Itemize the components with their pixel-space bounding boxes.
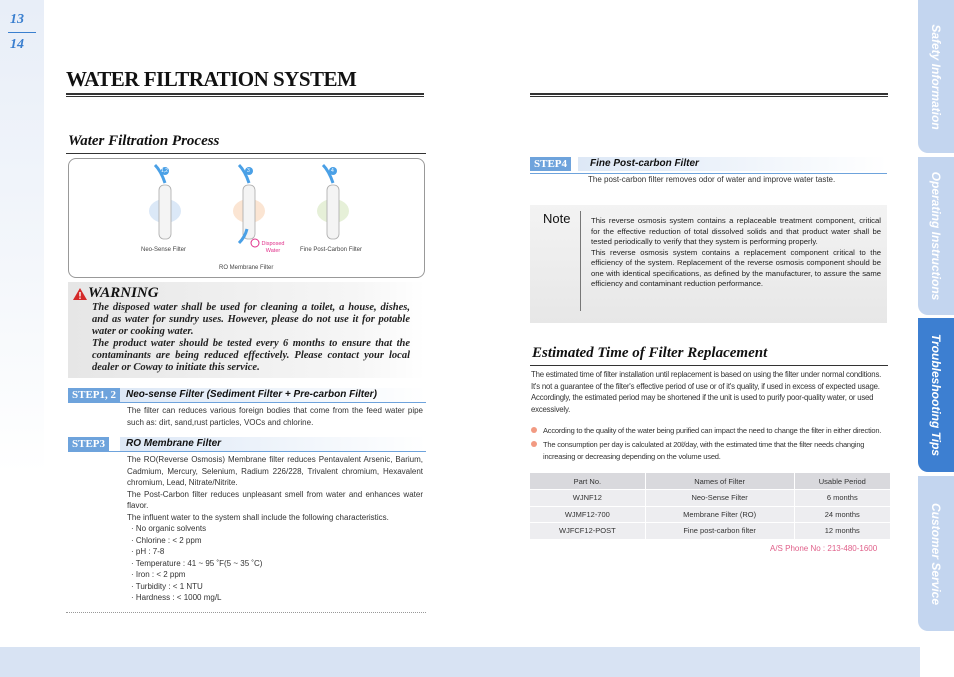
step3-title: RO Membrane Filter <box>120 437 426 451</box>
neo-sense-filter-graphic <box>149 165 181 239</box>
table-row <box>530 506 890 523</box>
filter-table <box>530 473 890 540</box>
bottom-dotted-rule <box>66 612 426 613</box>
step4-badge: STEP4 <box>530 157 571 171</box>
list-item: · No organic solvents <box>131 524 207 533</box>
table-cell: 24 months <box>794 506 890 523</box>
table-header: Part No. <box>530 473 645 490</box>
tab-troubleshooting-tips[interactable]: Troubleshooting Tips <box>918 318 954 472</box>
table-cell: 12 months <box>794 523 890 540</box>
table-cell: Fine post-carbon filter <box>645 523 794 540</box>
table-cell: Membrane Filter (RO) <box>645 506 794 523</box>
warning-heading: WARNING <box>88 285 159 301</box>
bullet-dot-icon <box>531 441 537 447</box>
step3-rule <box>68 451 426 452</box>
title-rule-right <box>530 93 888 97</box>
step12-title: Neo-sense Filter (Sediment Filter + Pre-carbon Filter) <box>120 388 426 402</box>
note-text: This reverse osmosis system contains a replaceable treatment component, critical for the effective reduction of total dissolved solids and that product water shall be tested periodically to verify that they system is performing properly. This reverse osmosis system contains a replacement component critical to the efficiency of the system. Replacement of the reverse osmosis component should be one with identical specifications, as defined by the manufacturer, to assure the same efficiency and contaminant reduction performance. <box>591 216 881 288</box>
step12-text: The filter can reduces various foreign bodies that come from the feed water pipe such as: dirt, sand,rust particles, VOCs and chlorine. <box>127 406 423 427</box>
filtration-diagram <box>68 158 425 278</box>
section-rule <box>66 153 426 154</box>
bullet-item-1: According to the quality of the water being purified can impact the need to change the filter in either direction. <box>531 425 893 437</box>
list-item: · Iron : < 2 ppm <box>131 570 186 579</box>
note-divider <box>580 211 581 311</box>
step12-rule <box>68 402 426 403</box>
label-ro-membrane-filter: RO Membrane Filter <box>219 265 274 271</box>
step4-title: Fine Post-carbon Filter <box>578 157 887 171</box>
tab-customer-service[interactable]: Customer Service <box>918 476 954 631</box>
page-title: WATER FILTRATION SYSTEM <box>66 67 357 91</box>
page-number-left: 13 <box>10 12 24 27</box>
list-item: · Temperature : 41 ~ 95 ˚F(5 ~ 35 ˚C) <box>131 558 263 568</box>
warning-text: The disposed water shall be used for cleaning a toilet, a house, dishes, and as water for sundry uses. However, please do not use it for potable water or cooking water. The product water should be tested every 6 months to ensure that the contaminants are being reduced effectively. Please contact your local dealer or Coway to initiate this service. <box>92 302 410 373</box>
step12-badge: STEP1, 2 <box>68 388 120 402</box>
step4-header <box>530 157 887 171</box>
characteristics-list <box>127 523 423 604</box>
filters-illustration <box>69 159 426 279</box>
note-label: Note <box>543 211 571 226</box>
section-rule-right <box>530 365 888 366</box>
label-neo-sense-filter: Neo-Sense Filter <box>141 247 187 253</box>
title-rule-left <box>66 93 424 97</box>
table-row <box>530 490 890 507</box>
warning-icon <box>72 287 88 301</box>
label-disposed-water: Disposed Water <box>261 241 285 254</box>
section-title-replacement: Estimated Time of Filter Replacement <box>532 345 768 361</box>
step3-text: The RO(Reverse Osmosis) Membrane filter reduces Pentavalent Arsenic, Barium, Cadmium, Mercury, Selenium, Radium 226/228, Trivalent chromium, Hexavalent chromium, Lead, Nitrate/Nitrite. The Post-Carbon filter reduces unpleasant smell from water and enhances water flavor. The influent water to the system shall include the following characteristics. · No organic solvents · Chlorine : < 2 ppm · pH : 7-8 · Temperature : 41 ~ 95 ˚F(5 ~ 35 ˚C) · Iron : < 2 ppm · Turbidity : < 1 NTU · Hardness : < 1000 mg/L <box>127 455 423 602</box>
page-number-right: 14 <box>10 37 24 52</box>
table-cell: WJFCF12-POST <box>530 523 645 540</box>
tab-safety-information[interactable]: Safety Information <box>918 0 954 153</box>
bullet-item-2: The consumption per day is calculated at 20ℓ/day, with the estimated time that the filter needs changing increasing or decreasing depending on the volume used. <box>531 439 893 462</box>
list-item: · Hardness : < 1000 mg/L <box>131 593 222 602</box>
list-item: · Turbidity : < 1 NTU <box>131 581 203 591</box>
step-number-4: 4 <box>331 168 334 174</box>
list-item: · Chlorine : < 2 ppm <box>131 535 202 545</box>
section-title-process: Water Filtration Process <box>68 133 220 149</box>
table-header: Usable Period <box>794 473 890 490</box>
table-cell: WJMF12-700 <box>530 506 645 523</box>
page-edge-gradient <box>0 0 44 677</box>
list-item: · pH : 7-8 <box>131 547 165 556</box>
replacement-intro: The estimated time of filter installation until replacement is based on using the filter under normal conditions. It's not a guarantee of the filter's effective period of use or of it's quality, if used in excess of expected usage. Accordingly, the estimated period may be shortened if the unit is used to purify poor-quality water, or used excessively. <box>531 370 882 414</box>
table-header-row <box>530 473 890 490</box>
table-cell: Neo-Sense Filter <box>645 490 794 507</box>
as-phone-number: A/S Phone No : 213-480-1600 <box>770 544 878 553</box>
bullet-dot-icon <box>531 427 537 433</box>
step3-badge: STEP3 <box>68 437 109 451</box>
page-number-divider <box>8 32 36 33</box>
post-carbon-filter-graphic <box>317 165 349 239</box>
table-header: Names of Filter <box>645 473 794 490</box>
footer-bar <box>0 647 920 677</box>
tab-operating-instructions[interactable]: Operating Instructions <box>918 157 954 315</box>
step12-header <box>68 388 426 402</box>
label-post-carbon-filter: Fine Post-Carbon Filter <box>300 247 363 253</box>
ro-membrane-filter-graphic <box>233 165 265 247</box>
step-number-1-2: 1,2 <box>161 168 168 174</box>
step4-text: The post-carbon filter removes odor of water and improve water taste. <box>588 175 836 184</box>
table-row <box>530 523 890 540</box>
step3-header <box>68 437 426 451</box>
step-number-3: 3 <box>247 168 250 174</box>
table-cell: WJNF12 <box>530 490 645 507</box>
table-cell: 6 months <box>794 490 890 507</box>
